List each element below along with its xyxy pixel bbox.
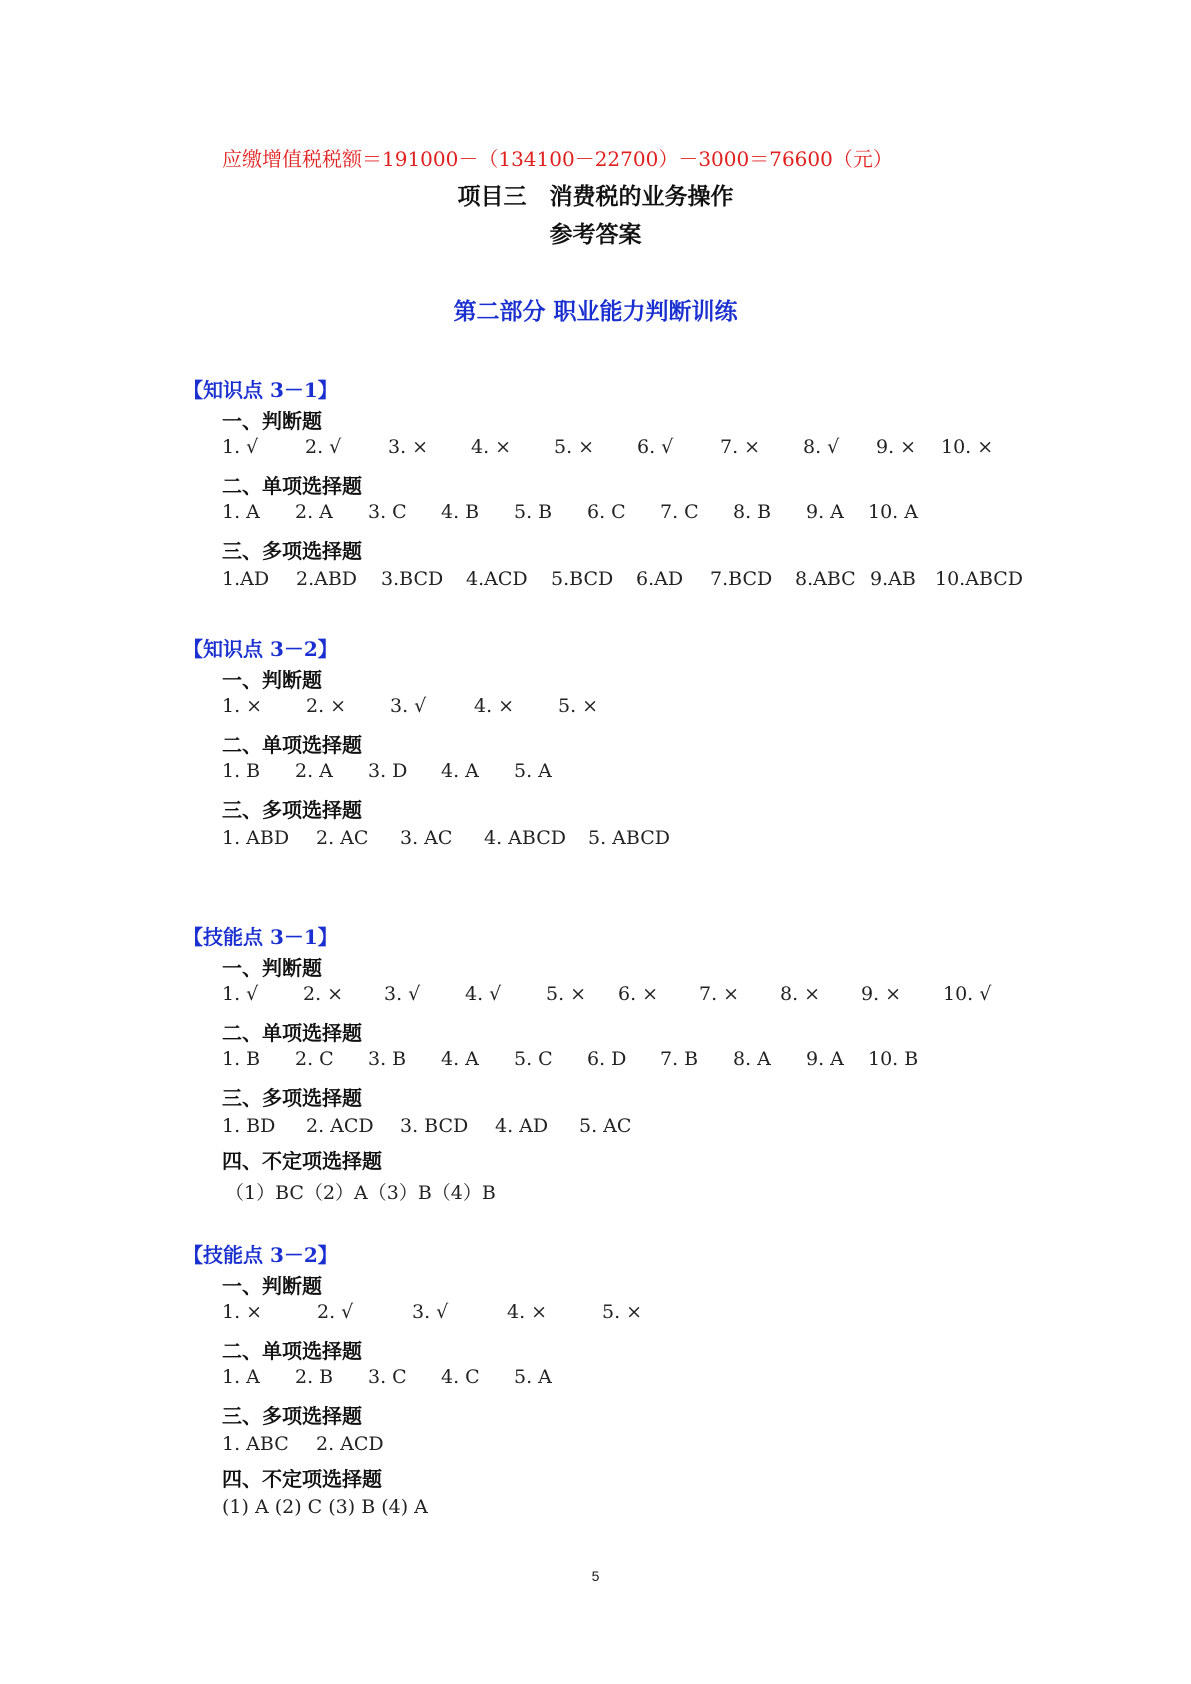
answer-item: 5. A xyxy=(514,1366,552,1388)
answer-item: 6. × xyxy=(618,983,659,1005)
answer-item: 4. ABCD xyxy=(484,827,566,849)
answer-item: 4. A xyxy=(441,1048,479,1070)
answer-item: 6. C xyxy=(587,501,626,523)
section-title: 二、单项选择题 xyxy=(222,1339,362,1363)
answer-row xyxy=(222,827,670,849)
answer-item: 4. √ xyxy=(465,983,502,1005)
page-number: 5 xyxy=(591,1568,600,1584)
answer-item: 5. × xyxy=(558,695,599,717)
answer-item: 8. B xyxy=(733,501,772,523)
answer-item: 3. C xyxy=(368,501,407,523)
formula-line: 应缴增值税税额＝191000－（134100－22700）－3000＝76600（元） xyxy=(222,147,893,171)
answer-row xyxy=(222,760,552,782)
answer-item: 5. ABCD xyxy=(588,827,670,849)
answer-item: 1. B xyxy=(222,760,261,782)
answer-item: 3. BCD xyxy=(400,1115,469,1137)
answer-item: 2. AC xyxy=(316,827,369,849)
answer-item: （1）BC（2）A（3）B（4）B xyxy=(225,1182,496,1204)
answer-item: 2. ACD xyxy=(306,1115,374,1137)
answer-item: 9. A xyxy=(806,1048,844,1070)
answer-item: 1. B xyxy=(222,1048,261,1070)
answer-row xyxy=(222,1048,918,1070)
answer-item: 1. ABD xyxy=(222,827,290,849)
answer-item: 4. × xyxy=(474,695,515,717)
answer-title: 参考答案 xyxy=(549,221,642,248)
knowledge-point-heading: 【知识点 3－1】 xyxy=(183,378,338,402)
answer-item: 10. A xyxy=(868,501,918,523)
answer-item: 1. A xyxy=(222,1366,260,1388)
answer-item: 6. √ xyxy=(637,436,674,458)
answer-item: 2. ACD xyxy=(316,1433,384,1455)
section-title: 二、单项选择题 xyxy=(222,733,362,757)
answer-item: 5. B xyxy=(514,501,553,523)
section-title: 三、多项选择题 xyxy=(222,539,362,563)
answer-item: 7. × xyxy=(699,983,740,1005)
answer-item: 6. D xyxy=(587,1048,627,1070)
answer-item: 10. B xyxy=(868,1048,919,1070)
answer-item: 5.BCD xyxy=(551,568,614,590)
section-title: 三、多项选择题 xyxy=(222,1404,362,1428)
answer-item: 8. √ xyxy=(803,436,840,458)
answer-item: 9. A xyxy=(806,501,844,523)
section-title: 一、判断题 xyxy=(222,409,322,433)
answer-row xyxy=(222,983,991,1005)
answer-item: 9.AB xyxy=(870,568,916,590)
answer-row xyxy=(222,1366,552,1388)
answer-item: 5. A xyxy=(514,760,552,782)
answer-item: 4. × xyxy=(471,436,512,458)
answer-item: 3. B xyxy=(368,1048,407,1070)
answer-item: 5. × xyxy=(602,1301,643,1323)
knowledge-point-heading: 【知识点 3－2】 xyxy=(183,637,338,661)
skill-point-heading: 【技能点 3－1】 xyxy=(183,925,338,949)
answer-item: 3. × xyxy=(388,436,429,458)
answer-row xyxy=(222,1496,428,1518)
answer-row xyxy=(222,568,1023,590)
answer-item: 2. × xyxy=(306,695,347,717)
answer-item: 5. × xyxy=(546,983,587,1005)
answer-item: 7. C xyxy=(660,501,699,523)
answer-item: 3. AC xyxy=(400,827,453,849)
answer-row xyxy=(222,1433,384,1455)
answer-item: 1. BD xyxy=(222,1115,276,1137)
answer-item: 1. × xyxy=(222,695,263,717)
answer-item: 3.BCD xyxy=(381,568,444,590)
answer-item: 6.AD xyxy=(636,568,684,590)
answer-item: 4. × xyxy=(507,1301,548,1323)
answer-item: 1. √ xyxy=(222,983,259,1005)
answer-item: 2. √ xyxy=(305,436,342,458)
answer-item: 9. × xyxy=(876,436,917,458)
section-title: 三、多项选择题 xyxy=(222,1086,362,1110)
part-title: 第二部分 职业能力判断训练 xyxy=(453,298,738,325)
answer-item: 7. B xyxy=(660,1048,699,1070)
answer-item: 2. A xyxy=(295,501,333,523)
answer-item: 3. √ xyxy=(390,695,427,717)
answer-row xyxy=(222,695,598,717)
answer-item: 9. × xyxy=(861,983,902,1005)
section-title: 二、单项选择题 xyxy=(222,1021,362,1045)
answer-row xyxy=(222,1115,631,1137)
answer-row xyxy=(222,501,918,523)
answer-item: 3. √ xyxy=(412,1301,449,1323)
answer-item: 4.ACD xyxy=(466,568,528,590)
answer-item: 1. × xyxy=(222,1301,263,1323)
section-title: 三、多项选择题 xyxy=(222,798,362,822)
answer-item: 2. A xyxy=(295,760,333,782)
section-title: 一、判断题 xyxy=(222,956,322,980)
section-title: 一、判断题 xyxy=(222,668,322,692)
answer-item: 4. AD xyxy=(495,1115,549,1137)
answer-item: 2. C xyxy=(295,1048,334,1070)
answer-item: 8.ABC xyxy=(795,568,856,590)
answer-item: 10. √ xyxy=(943,983,992,1005)
answer-item: 10. × xyxy=(941,436,994,458)
answer-item: 7.BCD xyxy=(710,568,773,590)
answer-item: 2. B xyxy=(295,1366,334,1388)
answer-row xyxy=(222,436,993,458)
answer-item: 10.ABCD xyxy=(935,568,1024,590)
section-title: 四、不定项选择题 xyxy=(222,1149,382,1173)
answer-item: 5. AC xyxy=(579,1115,632,1137)
answer-item: 1. A xyxy=(222,501,260,523)
answer-row xyxy=(225,1178,496,1205)
answer-item: 2.ABD xyxy=(296,568,358,590)
answer-item: 4. B xyxy=(441,501,480,523)
answer-item: 4. A xyxy=(441,760,479,782)
answer-item: 1. √ xyxy=(222,436,259,458)
answer-item: 5. C xyxy=(514,1048,553,1070)
answer-item: 8. A xyxy=(733,1048,771,1070)
section-title: 一、判断题 xyxy=(222,1274,322,1298)
skill-point-heading: 【技能点 3－2】 xyxy=(183,1243,338,1267)
answer-item: 3. D xyxy=(368,760,408,782)
answer-item: 5. × xyxy=(554,436,595,458)
project-title: 项目三 消费税的业务操作 xyxy=(457,183,734,210)
answer-item: 1.AD xyxy=(222,568,270,590)
answer-item: 3. C xyxy=(368,1366,407,1388)
answer-item: 4. C xyxy=(441,1366,480,1388)
answer-item: (1) A (2) C (3) B (4) A xyxy=(222,1496,428,1518)
answer-item: 2. × xyxy=(303,983,344,1005)
answer-item: 7. × xyxy=(720,436,761,458)
answer-item: 8. × xyxy=(780,983,821,1005)
answer-row xyxy=(222,1301,642,1323)
section-title: 四、不定项选择题 xyxy=(222,1467,382,1491)
answer-item: 3. √ xyxy=(384,983,421,1005)
section-title: 二、单项选择题 xyxy=(222,474,362,498)
answer-item: 1. ABC xyxy=(222,1433,289,1455)
answer-item: 2. √ xyxy=(317,1301,354,1323)
